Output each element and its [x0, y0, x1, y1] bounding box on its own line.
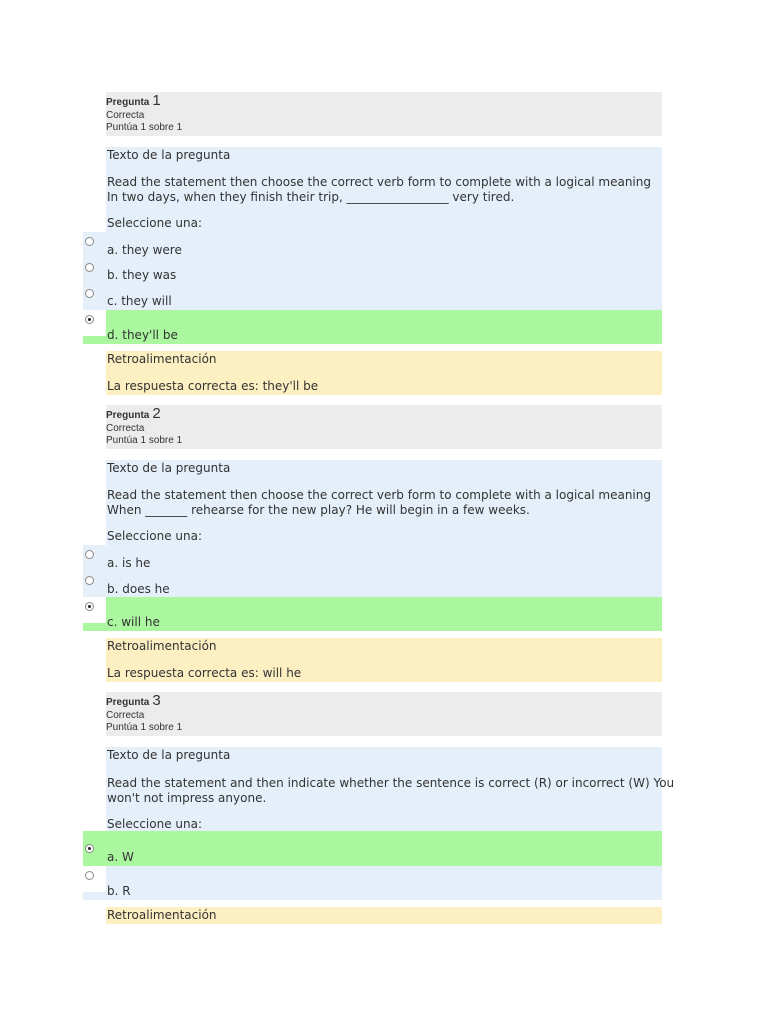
question-3-info: [106, 692, 662, 736]
question-prompt: Read the statement then choose the correct verb form to complete with a logical meaning: [107, 488, 651, 502]
select-label: Seleccione una:: [107, 817, 202, 831]
answer-label: c. they will: [107, 294, 172, 308]
question-1-info: [106, 92, 662, 136]
answer-option-d[interactable]: [83, 310, 662, 344]
feedback-header: Retroalimentación: [107, 639, 217, 653]
radio-button[interactable]: [85, 871, 94, 880]
question-number: 3: [152, 692, 161, 709]
question-label: Pregunta: [106, 410, 150, 421]
question-score: Puntúa 1 sobre 1: [106, 722, 183, 733]
radio-button[interactable]: [85, 576, 94, 585]
question-text-header: Texto de la pregunta: [107, 748, 231, 762]
answer-label: b. does he: [107, 582, 170, 596]
feedback-header: Retroalimentación: [107, 908, 217, 922]
question-label: Pregunta: [106, 697, 150, 708]
question-sentence: When _______ rehearse for the new play? He will begin in a few weeks.: [107, 503, 530, 517]
radio-button[interactable]: [85, 237, 94, 246]
radio-button[interactable]: [85, 263, 94, 272]
question-sentence: won't not impress anyone.: [107, 791, 267, 805]
radio-button-selected[interactable]: [85, 602, 94, 611]
question-score: Puntúa 1 sobre 1: [106, 122, 183, 133]
answer-option-b[interactable]: [83, 571, 662, 597]
feedback-header: Retroalimentación: [107, 352, 217, 366]
answer-option-a[interactable]: [83, 545, 662, 571]
select-label: Seleccione una:: [107, 529, 202, 543]
question-number: 1: [152, 92, 161, 109]
question-text-header: Texto de la pregunta: [107, 148, 231, 162]
question-text-header: Texto de la pregunta: [107, 461, 231, 475]
answer-label: a. W: [107, 850, 134, 864]
answer-label: d. they'll be: [107, 328, 178, 342]
question-status: Correcta: [106, 110, 145, 121]
feedback-text: La respuesta correcta es: will he: [107, 666, 302, 680]
radio-button[interactable]: [85, 289, 94, 298]
answer-label: b. R: [107, 884, 131, 898]
radio-button-selected[interactable]: [85, 844, 94, 853]
question-status: Correcta: [106, 710, 145, 721]
question-prompt: Read the statement and then indicate whether the sentence is correct (R) or incorrect (W) You: [107, 776, 675, 790]
question-status: Correcta: [106, 423, 145, 434]
question-prompt: Read the statement then choose the correct verb form to complete with a logical meaning: [107, 175, 651, 189]
question-number: 2: [152, 405, 161, 422]
answer-option-b[interactable]: [83, 258, 662, 284]
answer-option-a[interactable]: [83, 831, 662, 866]
answer-label: a. they were: [107, 243, 182, 257]
radio-button[interactable]: [85, 550, 94, 559]
feedback-text: La respuesta correcta es: they'll be: [107, 379, 319, 393]
question-sentence: In two days, when they finish their trip, _________________ very tired.: [107, 190, 515, 204]
question-score: Puntúa 1 sobre 1: [106, 435, 183, 446]
answer-option-b[interactable]: [83, 866, 662, 900]
question-label: Pregunta: [106, 97, 150, 108]
answer-option-c[interactable]: [83, 284, 662, 310]
answer-label: c. will he: [107, 615, 160, 629]
radio-button-selected[interactable]: [85, 315, 94, 324]
answer-label: a. is he: [107, 556, 151, 570]
answer-label: b. they was: [107, 268, 177, 282]
answer-option-c[interactable]: [83, 597, 662, 631]
select-label: Seleccione una:: [107, 216, 202, 230]
question-2-info: [106, 405, 662, 449]
